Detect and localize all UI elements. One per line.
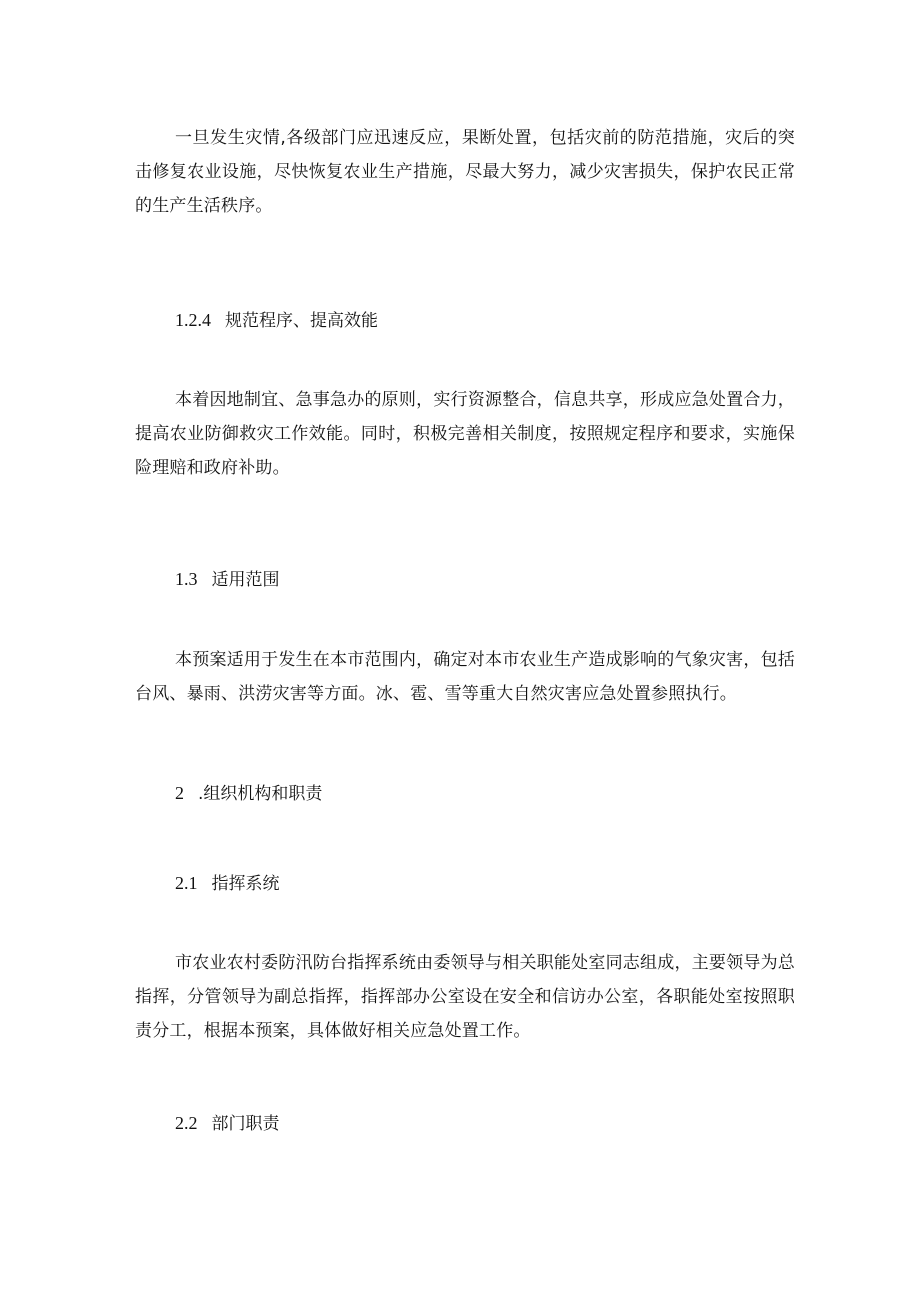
- section-title: 适用范围: [211, 570, 280, 590]
- section-heading-2-2: [175, 1111, 280, 1136]
- paragraph-disaster-response: 一旦发生灾情,各级部门应迅速反应，果断处置，包括灾前的防范措施，灾后的突击修复农业设施，尽快恢复农业生产措施，尽最大努力，减少灾害损失，保护农民正常的生产生活秩序。: [135, 128, 795, 216]
- section-heading-2: [175, 781, 322, 806]
- section-number: 1.3: [175, 569, 198, 589]
- section-title: 指挥系统: [211, 874, 280, 894]
- paragraph-scope: 本预案适用于发生在本市范围内，确定对本市农业生产造成影响的气象灾害，包括台风、暴雨、洪涝灾害等方面。冰、雹、雪等重大自然灾害应急处置参照执行。: [135, 650, 795, 704]
- paragraph-procedures: 本着因地制宜、急事急办的原则，实行资源整合，信息共享，形成应急处置合力，提高农业防御救灾工作效能。同时，积极完善相关制度，按照规定程序和要求，实施保险理赔和政府补助。: [135, 390, 795, 478]
- paragraph-command-system: 市农业农村委防汛防台指挥系统由委领导与相关职能处室同志组成，主要领导为总指挥，分管领导为副总指挥，指挥部办公室设在安全和信访办公室，各职能处室按照职责分工，根据本预案，具体做好相关应急处置工作。: [135, 953, 795, 1041]
- section-title: .组织机构和职责: [198, 784, 323, 804]
- section-number: 2.1: [175, 873, 198, 893]
- section-number: 2.2: [175, 1113, 198, 1133]
- section-heading-2-1: [175, 871, 280, 896]
- section-title: 部门职责: [211, 1114, 280, 1134]
- section-heading-1-2-4: [175, 308, 378, 333]
- section-number: 2: [175, 783, 184, 803]
- section-heading-1-3: [175, 567, 280, 592]
- section-number: 1.2.4: [175, 310, 211, 330]
- section-title: 规范程序、提高效能: [225, 311, 378, 331]
